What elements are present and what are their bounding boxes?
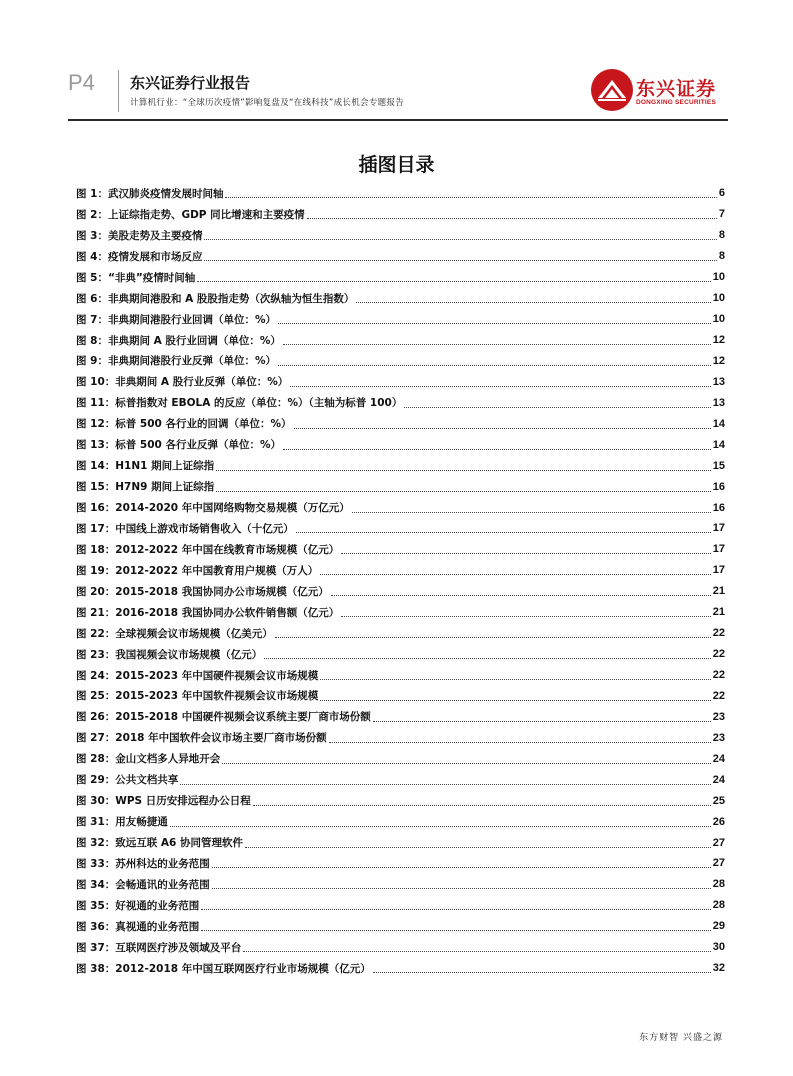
toc-entry-page: 17 [712, 522, 725, 535]
toc-entry[interactable] [76, 351, 725, 372]
toc-dot-leader [180, 783, 710, 785]
toc-entry-page: 8 [718, 250, 725, 263]
page-number: P4 [68, 70, 95, 95]
toc-entry[interactable] [76, 727, 725, 748]
toc-entry-label: 图 37：互联网医疗涉及领域及平台 [76, 941, 242, 954]
toc-dot-leader [245, 846, 711, 848]
toc-entry-page: 32 [712, 962, 725, 975]
toc-entry[interactable] [76, 686, 725, 707]
toc-entry-label: 图 1：武汉肺炎疫情发展时间轴 [76, 187, 224, 200]
toc-dot-leader [222, 762, 710, 764]
toc-entry-page: 22 [712, 648, 725, 661]
toc-entry[interactable] [76, 560, 725, 581]
toc-entry[interactable] [76, 644, 725, 665]
toc-entry-label: 图 15：H7N9 期间上证综指 [76, 481, 215, 494]
header-divider [118, 70, 119, 112]
toc-entry-page: 26 [712, 815, 725, 828]
toc-entry-page: 28 [712, 899, 725, 912]
toc-entry[interactable] [76, 267, 725, 288]
toc-entry-label: 图 13：标普 500 各行业反弹（单位：%） [76, 439, 282, 452]
toc-entry-page: 29 [712, 920, 725, 933]
toc-dot-leader [283, 448, 711, 450]
toc-dot-leader [170, 825, 711, 827]
toc-dot-leader [197, 280, 710, 282]
toc-entry-label: 图 10：非典期间 A 股行业反弹（单位：%） [76, 376, 289, 389]
toc-dot-leader [278, 322, 711, 324]
toc-entry-page: 21 [712, 585, 725, 598]
toc-entry-page: 12 [712, 354, 725, 367]
toc-entry-label: 图 16：2014-2020 年中国网络购物交易规模（万亿元） [76, 502, 350, 515]
toc-dot-leader [204, 238, 716, 240]
toc-entry-label: 图 9：非典期间港股行业反弹（单位：%） [76, 355, 276, 368]
toc-entry-page: 28 [712, 878, 725, 891]
toc-dot-leader [290, 385, 711, 387]
toc-dot-leader [373, 720, 711, 722]
toc-entry[interactable] [76, 330, 725, 351]
toc-dot-leader [404, 406, 710, 408]
toc-entry-page: 15 [712, 459, 725, 472]
toc-dot-leader [341, 552, 711, 554]
toc-title: 插图目录 [358, 154, 435, 176]
toc-dot-leader [307, 217, 717, 219]
toc-entry-label: 图 32：致远互联 A6 协同管理软件 [76, 837, 244, 850]
toc-entry-page: 22 [712, 627, 725, 640]
toc-entry[interactable] [76, 434, 725, 455]
toc-entry[interactable] [76, 288, 725, 309]
toc-entry[interactable] [76, 225, 725, 246]
toc-entry-label: 图 36：真视通的业务范围 [76, 920, 200, 933]
toc-dot-leader [356, 301, 710, 303]
toc-dot-leader [201, 908, 710, 910]
toc-entry[interactable] [76, 748, 725, 769]
toc-entry-page: 10 [712, 313, 725, 326]
toc-dot-leader [296, 531, 711, 533]
toc-entry[interactable] [76, 665, 725, 686]
toc-entry-label: 图 7：非典期间港股行业回调（单位：%） [76, 313, 276, 326]
toc-dot-leader [243, 950, 710, 952]
toc-entry-page: 14 [712, 417, 725, 430]
toc-entry[interactable] [76, 183, 725, 204]
toc-entry-page: 23 [712, 731, 725, 744]
toc-entry-label: 图 33：苏州科达的业务范围 [76, 857, 210, 870]
toc-dot-leader [294, 427, 711, 429]
toc-entry[interactable] [76, 916, 725, 937]
toc-entry[interactable] [76, 958, 725, 979]
toc-entry-page: 25 [712, 794, 725, 807]
toc-entry-label: 图 27：2018 年中国软件会议市场主要厂商市场份额 [76, 732, 327, 745]
toc-entry[interactable] [76, 413, 725, 434]
toc-dot-leader [204, 259, 716, 261]
toc-dot-leader [264, 657, 710, 659]
toc-entry-page: 22 [712, 669, 725, 682]
toc-dot-leader [320, 573, 711, 575]
toc-dot-leader [331, 594, 711, 596]
toc-entry-page: 16 [712, 501, 725, 514]
toc-entry[interactable] [76, 811, 725, 832]
toc-dot-leader [278, 364, 711, 366]
toc-entry-label: 图 38：2012-2018 年中国互联网医疗行业市场规模（亿元） [76, 962, 371, 975]
toc-entry-page: 14 [712, 438, 725, 451]
toc-entry-page: 17 [712, 564, 725, 577]
header-rule [68, 119, 728, 121]
toc-entry-label: 图 31：用友畅捷通 [76, 816, 168, 829]
toc-entry-label: 图 23：我国视频会议市场规模（亿元） [76, 648, 263, 661]
toc-entry[interactable] [76, 790, 725, 811]
figure-toc-list [76, 183, 725, 979]
report-subtitle: 计算机行业：“全球历次疫情”影响复盘及“在线科技”成长机会专题报告 [130, 98, 405, 108]
toc-entry-label: 图 19：2012-2022 年中国教育用户规模（万人） [76, 564, 319, 577]
toc-entry[interactable] [76, 769, 725, 790]
toc-entry-page: 17 [712, 543, 725, 556]
toc-entry[interactable] [76, 455, 725, 476]
toc-dot-leader [225, 196, 716, 198]
toc-entry-label: 图 14：H1N1 期间上证综指 [76, 460, 215, 473]
toc-entry-label: 图 8：非典期间 A 股行业回调（单位：%） [76, 334, 281, 347]
toc-entry[interactable] [76, 204, 725, 225]
toc-entry-label: 图 22：全球视频会议市场规模（亿美元） [76, 627, 273, 640]
toc-entry[interactable] [76, 392, 725, 413]
toc-entry[interactable] [76, 246, 725, 267]
toc-entry[interactable] [76, 309, 725, 330]
toc-entry-label: 图 11：标普指数对 EBOLA 的反应（单位：%）（主轴为标普 100） [76, 397, 403, 410]
toc-entry-label: 图 25：2015-2023 年中国软件视频会议市场规模 [76, 690, 319, 703]
toc-dot-leader [212, 866, 711, 868]
toc-entry-page: 27 [712, 857, 725, 870]
toc-entry[interactable] [76, 497, 725, 518]
footer-slogan: 东方财智 兴盛之源 [639, 1033, 723, 1043]
toc-entry-page: 8 [718, 229, 725, 242]
toc-entry[interactable] [76, 371, 725, 392]
toc-entry-page: 30 [712, 941, 725, 954]
toc-entry-label: 图 3：美股走势及主要疫情 [76, 229, 203, 242]
toc-entry[interactable] [76, 539, 725, 560]
toc-entry[interactable] [76, 581, 725, 602]
toc-entry-label: 图 6：非典期间港股和 A 股股指走势（次纵轴为恒生指数） [76, 292, 355, 305]
toc-dot-leader [341, 615, 711, 617]
toc-dot-leader [275, 636, 711, 638]
toc-entry-page: 22 [712, 689, 725, 702]
toc-entry-page: 27 [712, 836, 725, 849]
toc-entry[interactable] [76, 518, 725, 539]
toc-entry-label: 图 26：2015-2018 中国硬件视频会议系统主要厂商市场份额 [76, 711, 371, 724]
toc-dot-leader [320, 699, 711, 701]
logo-chinese-name: 东兴证券 [636, 78, 717, 100]
toc-dot-leader [212, 887, 711, 889]
toc-dot-leader [320, 678, 711, 680]
toc-entry[interactable] [76, 937, 725, 958]
toc-dot-leader [216, 469, 711, 471]
toc-entry-page: 13 [712, 396, 725, 409]
toc-dot-leader [216, 490, 711, 492]
toc-entry-page: 6 [718, 187, 725, 200]
company-logo [590, 68, 730, 114]
toc-entry-label: 图 2：上证综指走势、GDP 同比增速和主要疫情 [76, 208, 305, 221]
toc-entry-page: 7 [718, 208, 725, 221]
toc-entry-page: 10 [712, 271, 725, 284]
toc-entry-page: 10 [712, 292, 725, 305]
toc-entry[interactable] [76, 895, 725, 916]
toc-entry-label: 图 29：公共文档共享 [76, 774, 179, 787]
toc-entry-page: 21 [712, 606, 725, 619]
logo-english-name: DONGXING SECURITIES [636, 99, 717, 106]
toc-dot-leader [253, 804, 711, 806]
toc-entry[interactable] [76, 602, 725, 623]
toc-entry-label: 图 5：“非典”疫情时间轴 [76, 271, 196, 284]
toc-entry[interactable] [76, 874, 725, 895]
toc-entry-label: 图 17：中国线上游戏市场销售收入（十亿元） [76, 522, 294, 535]
toc-entry-label: 图 21：2016-2018 我国协同办公软件销售额（亿元） [76, 606, 340, 619]
toc-entry-label: 图 20：2015-2018 我国协同办公市场规模（亿元） [76, 585, 329, 598]
toc-entry-label: 图 4：疫情发展和市场反应 [76, 250, 203, 263]
toc-entry-label: 图 34：会畅通讯的业务范围 [76, 878, 210, 891]
toc-entry-label: 图 12：标普 500 各行业的回调（单位：%） [76, 418, 292, 431]
toc-entry[interactable] [76, 706, 725, 727]
toc-entry-page: 16 [712, 480, 725, 493]
page-header [68, 64, 728, 122]
logo-mark-icon [590, 68, 634, 112]
toc-entry[interactable] [76, 623, 725, 644]
toc-entry-label: 图 24：2015-2023 年中国硬件视频会议市场规模 [76, 669, 319, 682]
toc-entry-label: 图 35：好视通的业务范围 [76, 899, 200, 912]
toc-entry-label: 图 30：WPS 日历安排远程办公日程 [76, 795, 251, 808]
toc-entry[interactable] [76, 476, 725, 497]
toc-dot-leader [373, 971, 711, 973]
toc-entry-page: 23 [712, 710, 725, 723]
toc-entry[interactable] [76, 832, 725, 853]
toc-entry-label: 图 18：2012-2022 年中国在线教育市场规模（亿元） [76, 543, 340, 556]
toc-dot-leader [201, 929, 710, 931]
toc-entry-label: 图 28：金山文档多人异地开会 [76, 753, 221, 766]
toc-entry[interactable] [76, 853, 725, 874]
report-title: 东兴证券行业报告 [130, 74, 251, 92]
toc-entry-page: 24 [712, 773, 725, 786]
toc-entry-page: 13 [712, 375, 725, 388]
toc-dot-leader [329, 741, 711, 743]
toc-dot-leader [352, 511, 711, 513]
toc-dot-leader [283, 343, 711, 345]
toc-entry-page: 24 [712, 752, 725, 765]
toc-entry-page: 12 [712, 334, 725, 347]
